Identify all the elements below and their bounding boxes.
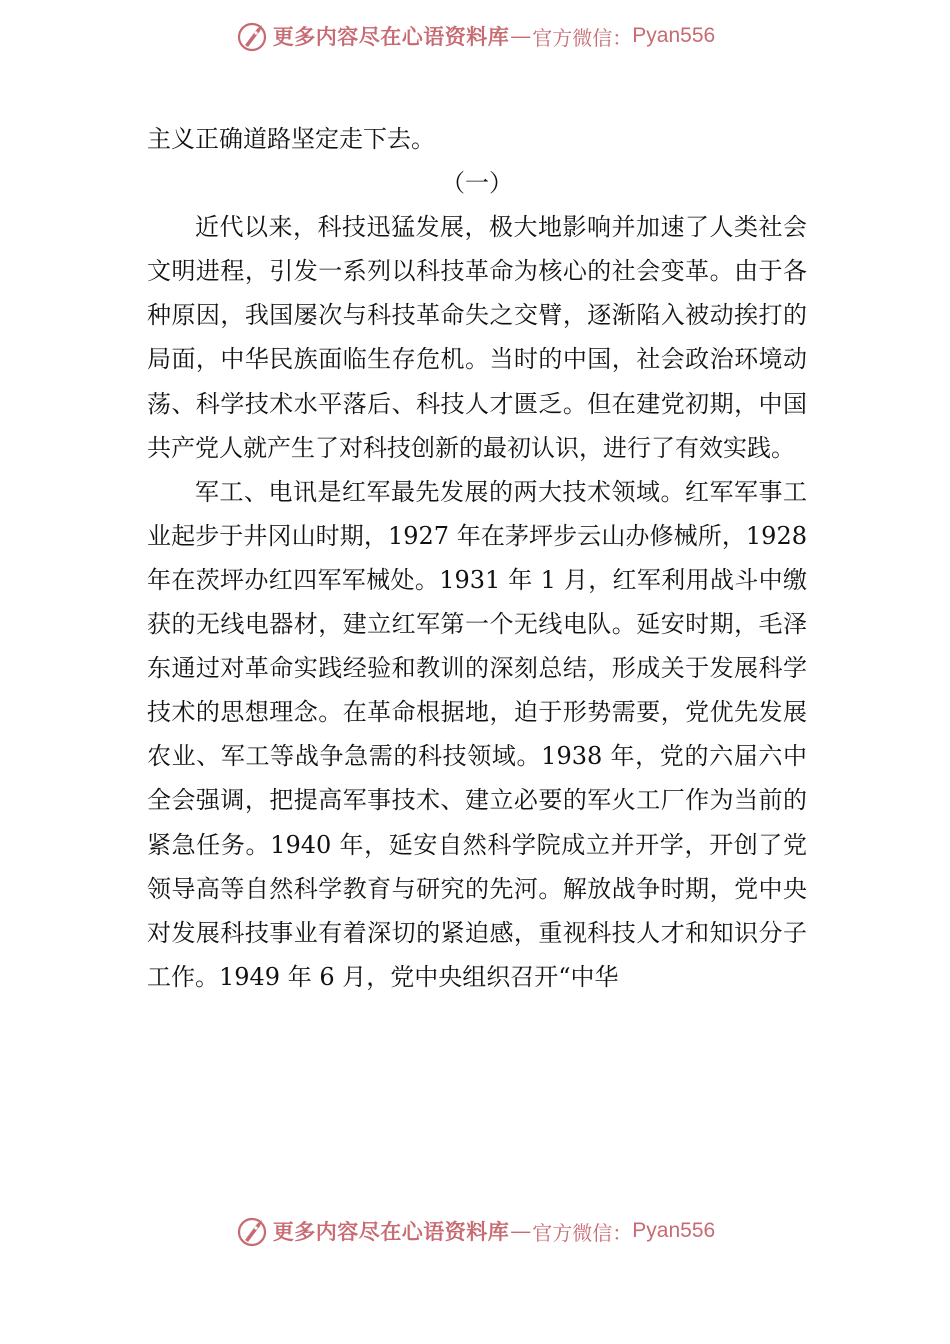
footer-dash: —: [510, 1219, 532, 1243]
header-brand: [235, 19, 715, 53]
footer-wechat-id: Pyan556: [632, 1219, 716, 1242]
footer-brand-text: 更多内容尽在心语资料库: [272, 1219, 510, 1244]
pen-nib-logo-icon: [235, 1214, 269, 1248]
paragraph-modern-history: 近代以来，科技迅猛发展，极大地影响并加速了人类社会文明进程，引发一系列以科技革命为核心的社会变革。由于各种原因，我国屡次与科技革命失之交臂，逐渐陷入被动挨打的局面，中华民族面临生存危机。当时的中国，社会政治环境动荡、科学技术水平落后、科技人才匮乏。但在建党初期，中国共产党人就产生了对科技创新的最初认识，进行了有效实践。: [147, 213, 807, 462]
section-heading: （一）: [441, 169, 513, 198]
header-wechat-label: 官方微信：: [532, 25, 633, 50]
header-dash: —: [510, 24, 532, 48]
page-header: [0, 16, 950, 56]
pen-nib-logo-icon: [235, 19, 269, 53]
paragraph-continuation: 主义正确道路坚定走下去。: [147, 125, 435, 153]
header-brand-text: 更多内容尽在心语资料库: [272, 24, 510, 49]
page-footer: [0, 1211, 950, 1251]
document-body: [147, 117, 807, 999]
footer-brand: [235, 1214, 715, 1248]
header-wechat-id: Pyan556: [632, 24, 716, 47]
paragraph-military-telecom: 军工、电讯是红军最先发展的两大技术领域。红军军事工业起步于井冈山时期，1927 年在茅坪步云山办修械所，1928 年在茨坪办红四军军械处。1931 年 1 月，红军利用战斗中缴获的无线电器材，建立红军第一个无线电队。延安时期，毛泽东通过对革命实践经验和教训的深刻总结，形成关于发展科学技术的思想理念。在革命根据地，迫于形势需要，党优先发展农业、军工等战争急需的科技领域。1938 年，党的六届六中全会强调，把提高军事技术、建立必要的军火工厂作为当前的紧急任务。1940 年，延安自然科学院成立并开学，开创了党领导高等自然科学教育与研究的先河。解放战争时期，党中央对发展科技事业有着深切的紧迫感，重视科技人才和知识分子工作。1949 年 6 月，党中央组织召开“中华: [147, 477, 807, 991]
footer-wechat-label: 官方微信：: [532, 1220, 633, 1245]
